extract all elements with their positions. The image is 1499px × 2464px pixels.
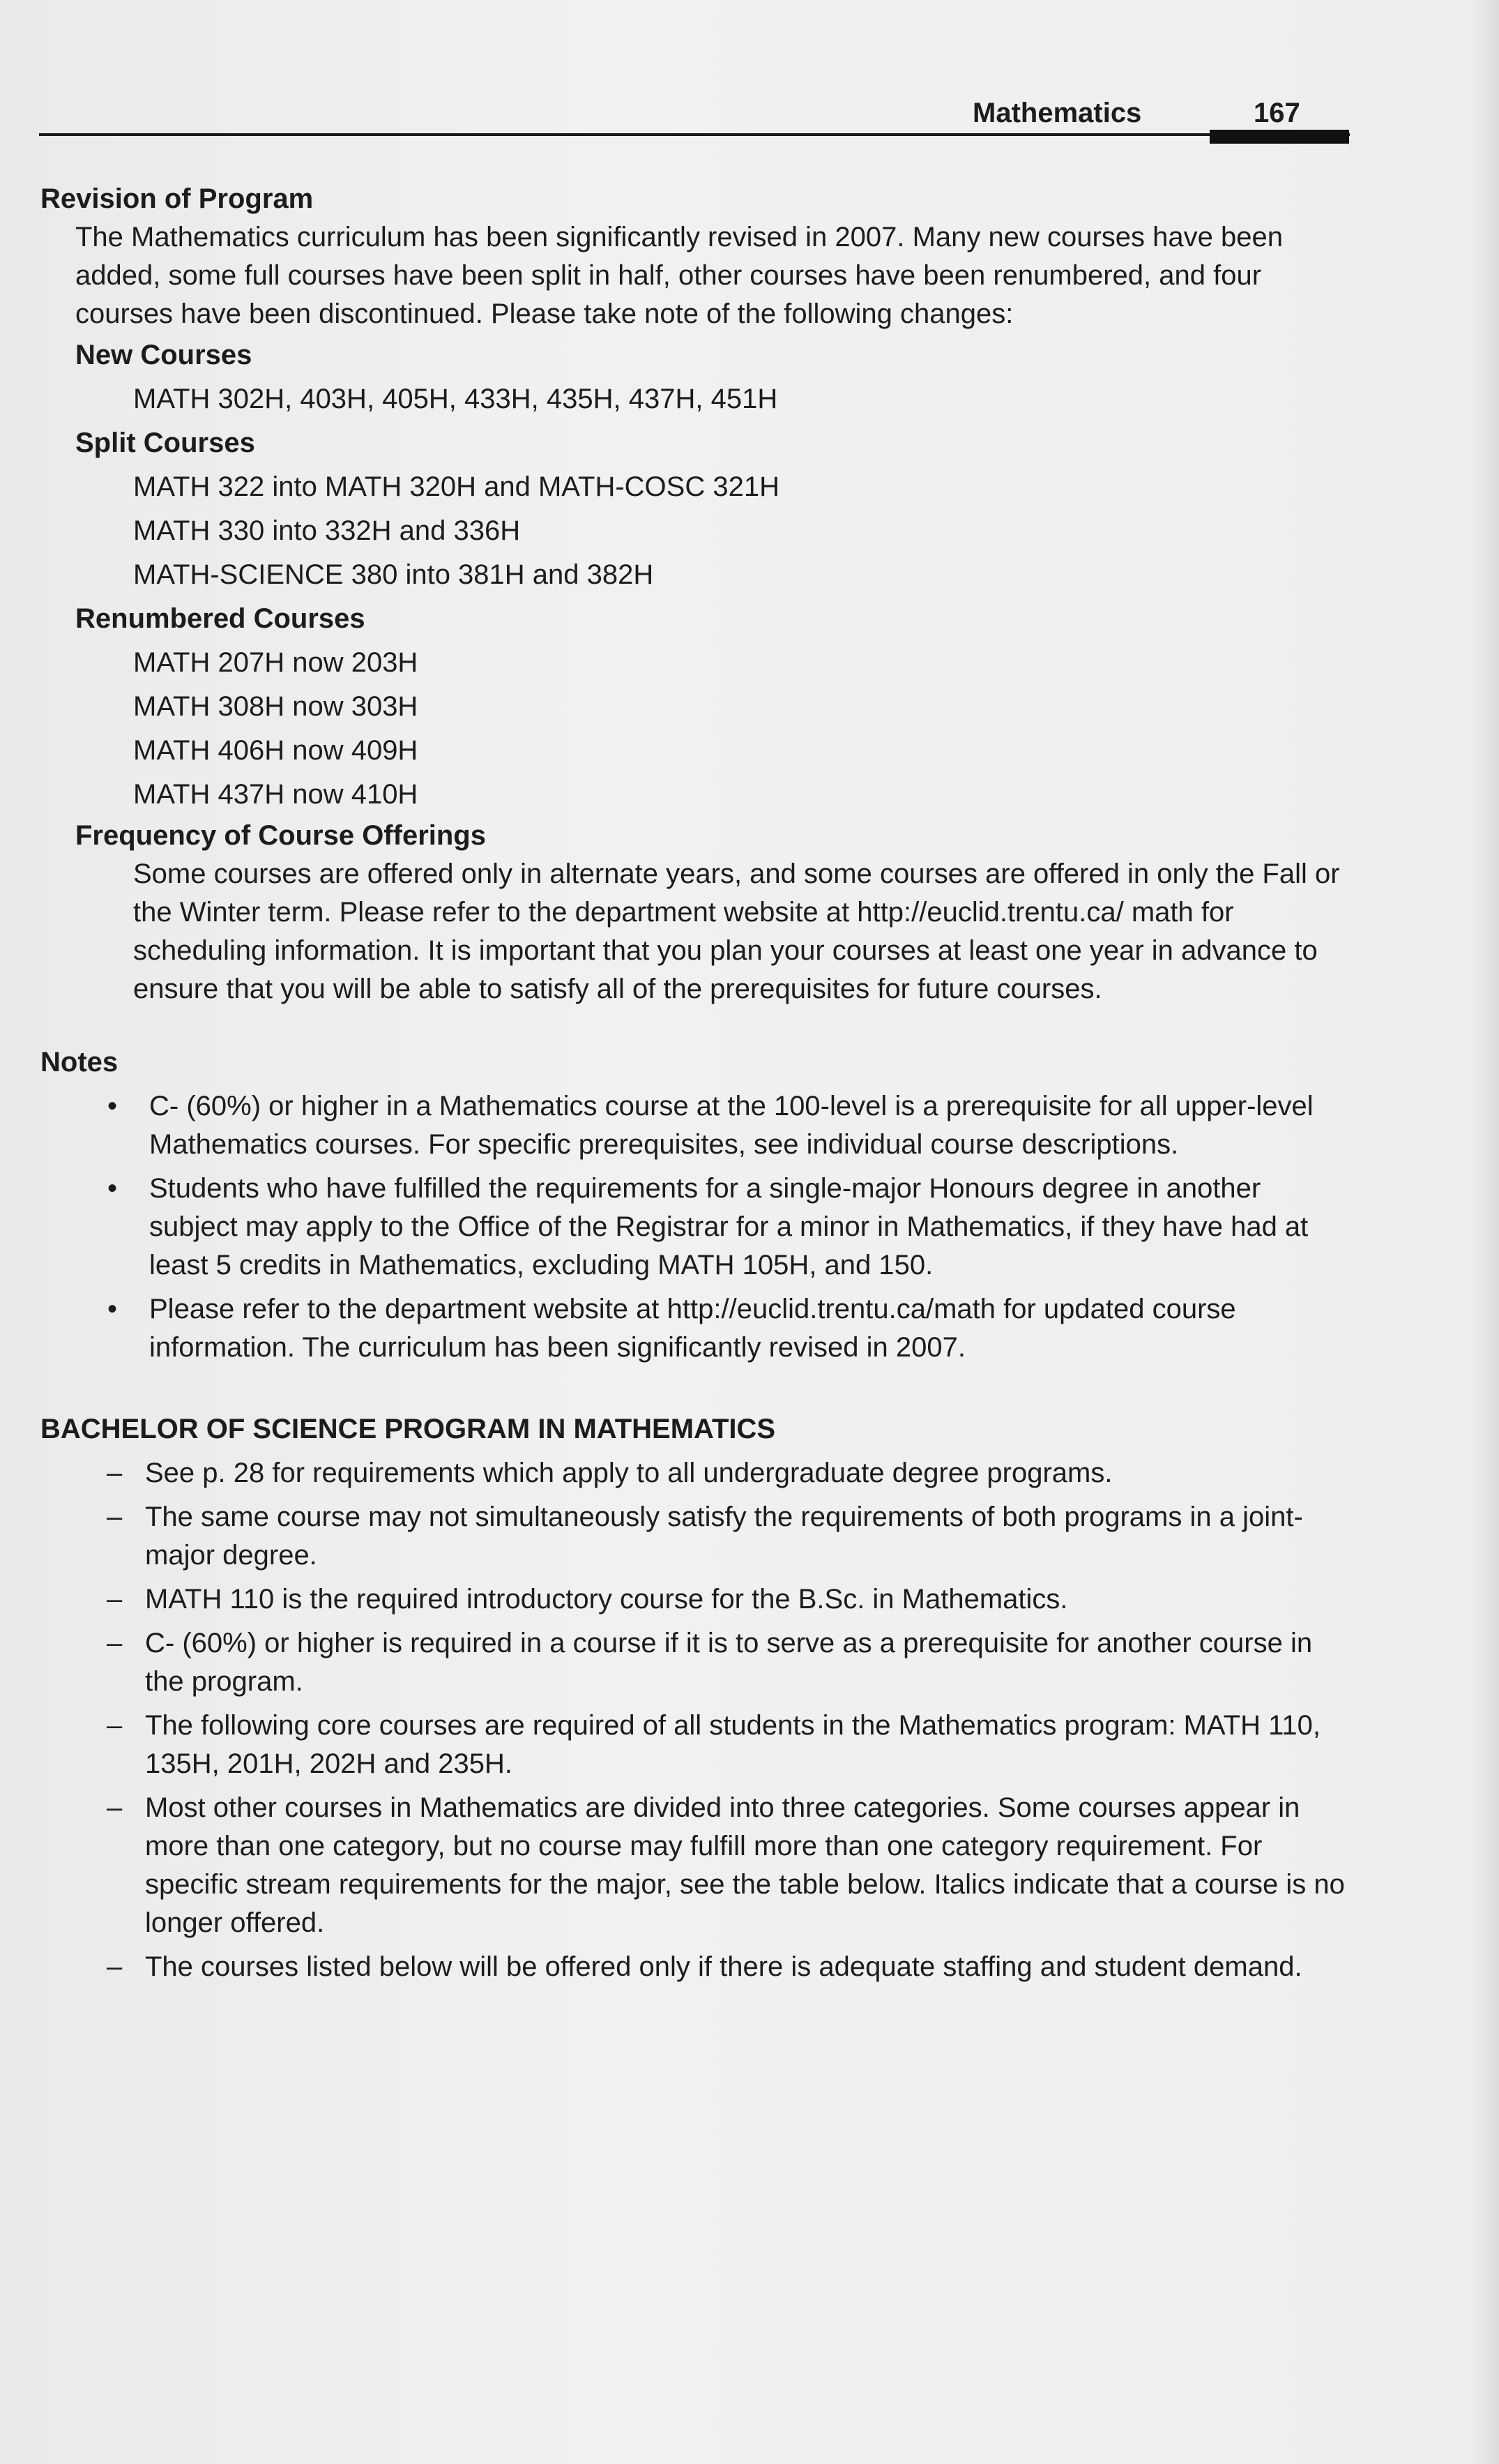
- frequency-text: Some courses are offered only in alternate years, and some courses are offered in only the Fall or the Winter term. Please refer to the department website at http://euclid.trentu.ca/ math for scheduling information. It is important that you plan your courses at least one year in advance to ensure that you will be able to satisfy all of the prerequisites for future courses.: [133, 859, 1340, 1004]
- split-course-line: MATH 322 into MATH 320H and MATH-COSC 321H: [133, 471, 779, 502]
- bsc-heading: BACHELOR OF SCIENCE PROGRAM IN MATHEMATICS: [40, 1414, 776, 1444]
- new-courses-heading: New Courses: [75, 340, 252, 370]
- note-item: [105, 1170, 1346, 1285]
- bsc-item: [107, 1580, 1355, 1619]
- dash-icon: –: [107, 1951, 123, 1982]
- bsc-item: [107, 1707, 1355, 1783]
- dash-icon: –: [107, 1502, 123, 1532]
- renumbered-course-line: MATH 437H now 410H: [133, 779, 418, 810]
- frequency-heading: Frequency of Course Offerings: [75, 820, 486, 851]
- bsc-item-text: The following core courses are required of all students in the Mathematics program: MATH 110, 135H, 201H, 202H and 235H.: [145, 1710, 1321, 1779]
- dash-icon: –: [107, 1792, 123, 1823]
- renumbered-course-line: MATH 406H now 409H: [133, 735, 418, 766]
- bsc-item: [107, 1789, 1355, 1942]
- note-text: Please refer to the department website at http://euclid.trentu.ca/math for updated course information. The curriculum has been significantly revised in 2007.: [149, 1294, 1236, 1363]
- header-thumb-tab: [1210, 130, 1349, 144]
- bsc-item-text: See p. 28 for requirements which apply to all undergraduate degree programs.: [145, 1458, 1113, 1488]
- note-item: [105, 1087, 1346, 1164]
- new-course-line: MATH 302H, 403H, 405H, 433H, 435H, 437H, 451H: [133, 384, 778, 414]
- split-courses-heading: Split Courses: [75, 428, 255, 458]
- note-text: Students who have fulfilled the requirements for a single-major Honours degree in another subject may apply to the Office of the Registrar for a minor in Mathematics, if they have had at least 5 credits in Mathematics, excluding MATH 105H, and 150.: [149, 1173, 1309, 1280]
- bsc-item: [107, 1454, 1355, 1492]
- note-item: [105, 1290, 1346, 1367]
- notes-heading: Notes: [40, 1047, 119, 1078]
- bullet-icon: •: [107, 1091, 118, 1121]
- bsc-item-text: Most other courses in Mathematics are divided into three categories. Some courses appear in more than one category, but no course may fulfill more than one category requirement. For specific stream requirements for the major, see the table below. Italics indicate that a course is no longer offered.: [145, 1792, 1345, 1938]
- bsc-item: [107, 1948, 1355, 1986]
- page-content: [40, 180, 1351, 1986]
- bsc-item-text: C- (60%) or higher is required in a course if it is to serve as a prerequisite for another course in the program.: [145, 1628, 1313, 1697]
- revision-heading: Revision of Program: [40, 183, 314, 214]
- renumbered-course-line: MATH 308H now 303H: [133, 691, 418, 722]
- renumbered-courses-heading: Renumbered Courses: [75, 603, 365, 634]
- bullet-icon: •: [107, 1173, 118, 1204]
- renumbered-course-line: MATH 207H now 203H: [133, 647, 418, 678]
- page-number: 167: [1254, 98, 1300, 128]
- header-rule: [39, 133, 1350, 136]
- bsc-item-text: The same course may not simultaneously satisfy the requirements of both programs in a joint-major degree.: [145, 1502, 1303, 1571]
- split-course-line: MATH 330 into 332H and 336H: [133, 515, 521, 546]
- dash-icon: –: [107, 1458, 123, 1488]
- bsc-item-text: MATH 110 is the required introductory course for the B.Sc. in Mathematics.: [145, 1584, 1068, 1615]
- dash-icon: –: [107, 1628, 123, 1658]
- page-edge-shadow: [1471, 0, 1499, 2464]
- dash-icon: –: [107, 1710, 123, 1741]
- running-header-title: Mathematics: [973, 98, 1142, 128]
- split-course-line: MATH-SCIENCE 380 into 381H and 382H: [133, 559, 654, 590]
- note-text: C- (60%) or higher in a Mathematics course at the 100-level is a prerequisite for all upper-level Mathematics courses. For specific prerequisites, see individual course descriptions.: [149, 1091, 1314, 1160]
- dash-icon: –: [107, 1584, 123, 1615]
- bsc-item: [107, 1624, 1355, 1701]
- revision-intro: The Mathematics curriculum has been significantly revised in 2007. Many new courses have been added, some full courses have been split in half, other courses have been renumbered, and four courses have been discontinued. Please take note of the following changes:: [75, 222, 1283, 329]
- bsc-item: [107, 1498, 1355, 1575]
- bsc-item-text: The courses listed below will be offered only if there is adequate staffing and student demand.: [145, 1951, 1302, 1982]
- bullet-icon: •: [107, 1294, 118, 1324]
